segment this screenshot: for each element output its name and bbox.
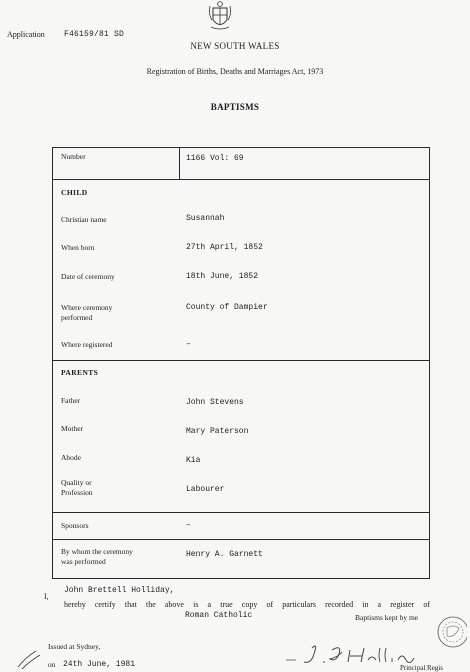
where-registered-value: – bbox=[186, 340, 191, 349]
registrar-title: Principal Regis bbox=[400, 664, 443, 672]
when-born-label: When born bbox=[61, 243, 95, 252]
where-performed-value: County of Dampier bbox=[186, 303, 268, 312]
registrar-name: John Brettell Holliday, bbox=[64, 586, 175, 595]
abode-value: Kia bbox=[186, 456, 201, 465]
when-born-value: 27th April, 1852 bbox=[186, 243, 263, 252]
divider bbox=[53, 179, 429, 180]
number-label: Number bbox=[61, 152, 86, 161]
official-seal-icon bbox=[433, 612, 467, 652]
christian-name-value: Susannah bbox=[186, 214, 225, 223]
sponsors-label: Sponsors bbox=[61, 521, 89, 530]
father-label: Father bbox=[61, 396, 81, 405]
certification-prefix: I, bbox=[44, 592, 49, 601]
act-heading: Registration of Births, Deaths and Marriages Act, 1973 bbox=[146, 67, 324, 76]
divider bbox=[53, 360, 429, 361]
sponsors-value: – bbox=[186, 521, 191, 530]
date-of-ceremony-label: Date of ceremony bbox=[61, 272, 115, 281]
number-column-divider bbox=[179, 148, 180, 179]
mother-label: Mother bbox=[61, 424, 84, 433]
document-title: BAPTISMS bbox=[210, 102, 260, 112]
register-kept-text: Baptisms kept by me bbox=[355, 613, 419, 622]
state-heading: NEW SOUTH WALES bbox=[190, 41, 280, 51]
baptism-record-form bbox=[52, 147, 430, 579]
where-performed-label-line2: performed bbox=[61, 313, 93, 322]
where-performed-label-line1: Where ceremony bbox=[61, 303, 113, 312]
performed-by-label-line1: By whom the ceremony bbox=[61, 547, 133, 556]
issued-on-label: on bbox=[48, 660, 56, 669]
date-of-ceremony-value: 18th June, 1852 bbox=[186, 272, 259, 281]
mother-value: Mary Paterson bbox=[186, 427, 249, 436]
application-label: Application bbox=[7, 30, 45, 39]
divider bbox=[53, 512, 429, 513]
profession-label-line1: Quality or bbox=[61, 478, 92, 487]
performed-by-value: Henry A. Garnett bbox=[186, 550, 263, 559]
father-value: John Stevens bbox=[186, 398, 244, 407]
issued-date: 24th June, 1981 bbox=[63, 660, 136, 669]
abode-label: Abode bbox=[61, 453, 81, 462]
certification-statement: hereby certify that the above is a true copy of particulars recorded in a register of bbox=[64, 600, 430, 609]
coat-of-arms-icon bbox=[206, 0, 234, 34]
issued-at-text: Issued at Sydney, bbox=[48, 642, 101, 651]
child-section-heading: CHILD bbox=[61, 188, 88, 197]
profession-label-line2: Profession bbox=[61, 488, 93, 497]
divider bbox=[53, 539, 429, 540]
performed-by-label-line2: was performed bbox=[61, 557, 106, 566]
parents-section-heading: PARENTS bbox=[61, 368, 99, 377]
handwritten-mark bbox=[14, 647, 44, 671]
where-registered-label: Where registered bbox=[61, 340, 113, 349]
register-denomination: Roman Catholic bbox=[185, 611, 253, 620]
profession-value: Labourer bbox=[186, 485, 225, 494]
application-number: F46159/81 SD bbox=[64, 30, 125, 39]
number-value: 1166 Vol: 69 bbox=[186, 154, 244, 163]
christian-name-label: Christian name bbox=[61, 215, 107, 224]
